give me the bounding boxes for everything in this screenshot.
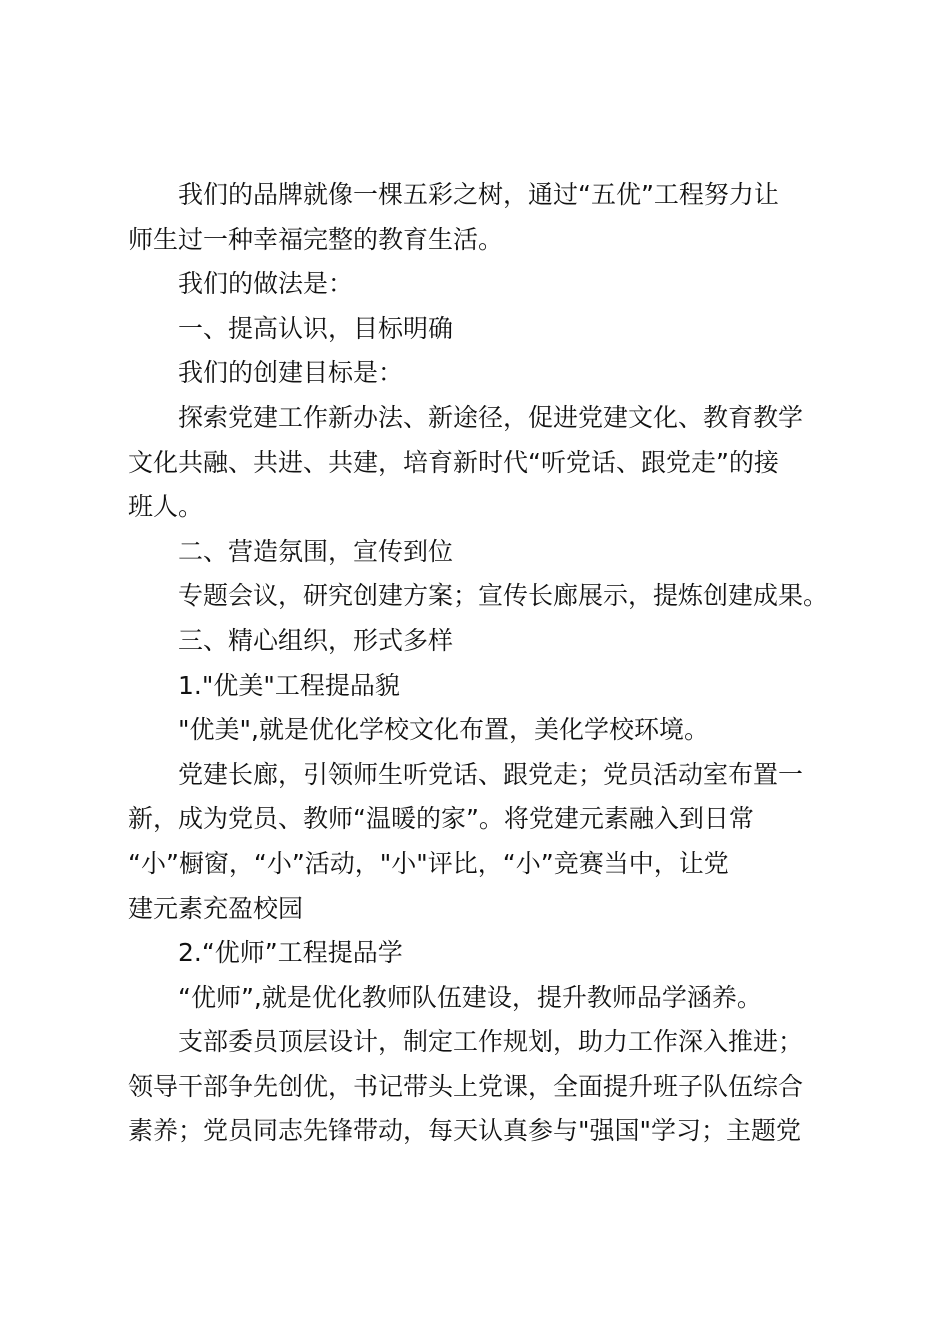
section-heading-2 <box>128 530 834 575</box>
text-line: 我们的做法是： <box>178 269 354 299</box>
text-line: 新，成为党员、教师“温暖的家”。将党建元素融入到日常 <box>128 804 754 834</box>
text-line: 我们的品牌就像一棵五彩之树，通过“五优”工程努力让 <box>178 180 779 209</box>
text-line: 班人。 <box>128 492 204 522</box>
text-line: 党建长廊，引领师生听党话、跟党走；党员活动室布置一 <box>178 759 804 789</box>
heading-text: 1."优美"工程提品貌 <box>178 670 400 700</box>
document-body <box>128 173 834 1154</box>
section-heading-1 <box>128 307 834 352</box>
text-line: 专题会议，研究创建方案；宣传长廊展示，提炼创建成果。 <box>178 581 829 611</box>
text-line: 支部委员顶层设计，制定工作规划，助力工作深入推进； <box>178 1027 804 1057</box>
paragraph-youmei-detail <box>128 753 834 931</box>
text-line: “小”橱窗，“小”活动，"小"评比，“小”竞赛当中，让党 <box>128 848 729 878</box>
text-line: 建元素充盈校园 <box>128 893 304 923</box>
text-line: 领导干部争先创优，书记带头上党课，全面提升班子队伍综合 <box>128 1071 804 1101</box>
text-line: 素养；党员同志先锋带动，每天认真参与"强国"学习；主题党 <box>128 1116 802 1146</box>
paragraph-youmei-def <box>128 708 834 753</box>
paragraph-goal <box>128 396 834 530</box>
text-line: 我们的创建目标是： <box>178 358 404 388</box>
paragraph-goal-intro <box>128 351 834 396</box>
section-heading-3 <box>128 619 834 664</box>
text-line: "优美",就是优化学校文化布置，美化学校环境。 <box>178 715 709 745</box>
paragraph-brand-tree <box>128 173 834 262</box>
heading-text: 一、提高认识，目标明确 <box>178 313 454 343</box>
heading-text: 2.“优师”工程提品学 <box>178 938 403 968</box>
text-line: “优师”,就是优化教师队伍建设，提升教师品学涵养。 <box>178 982 762 1012</box>
paragraph-youshi-def <box>128 976 834 1021</box>
text-line: 文化共融、共进、共建，培育新时代“听党话、跟党走”的接 <box>128 447 779 477</box>
subheading-youshi <box>128 931 834 976</box>
paragraph-meetings <box>128 574 834 619</box>
paragraph-youshi-detail <box>128 1020 834 1154</box>
heading-text: 二、营造氛围，宣传到位 <box>178 536 454 566</box>
paragraph-our-approach <box>128 262 834 307</box>
text-line: 师生过一种幸福完整的教育生活。 <box>128 224 504 254</box>
text-line: 探索党建工作新办法、新途径，促进党建文化、教育教学 <box>178 402 804 432</box>
heading-text: 三、精心组织，形式多样 <box>178 625 454 655</box>
subheading-youmei <box>128 664 834 709</box>
